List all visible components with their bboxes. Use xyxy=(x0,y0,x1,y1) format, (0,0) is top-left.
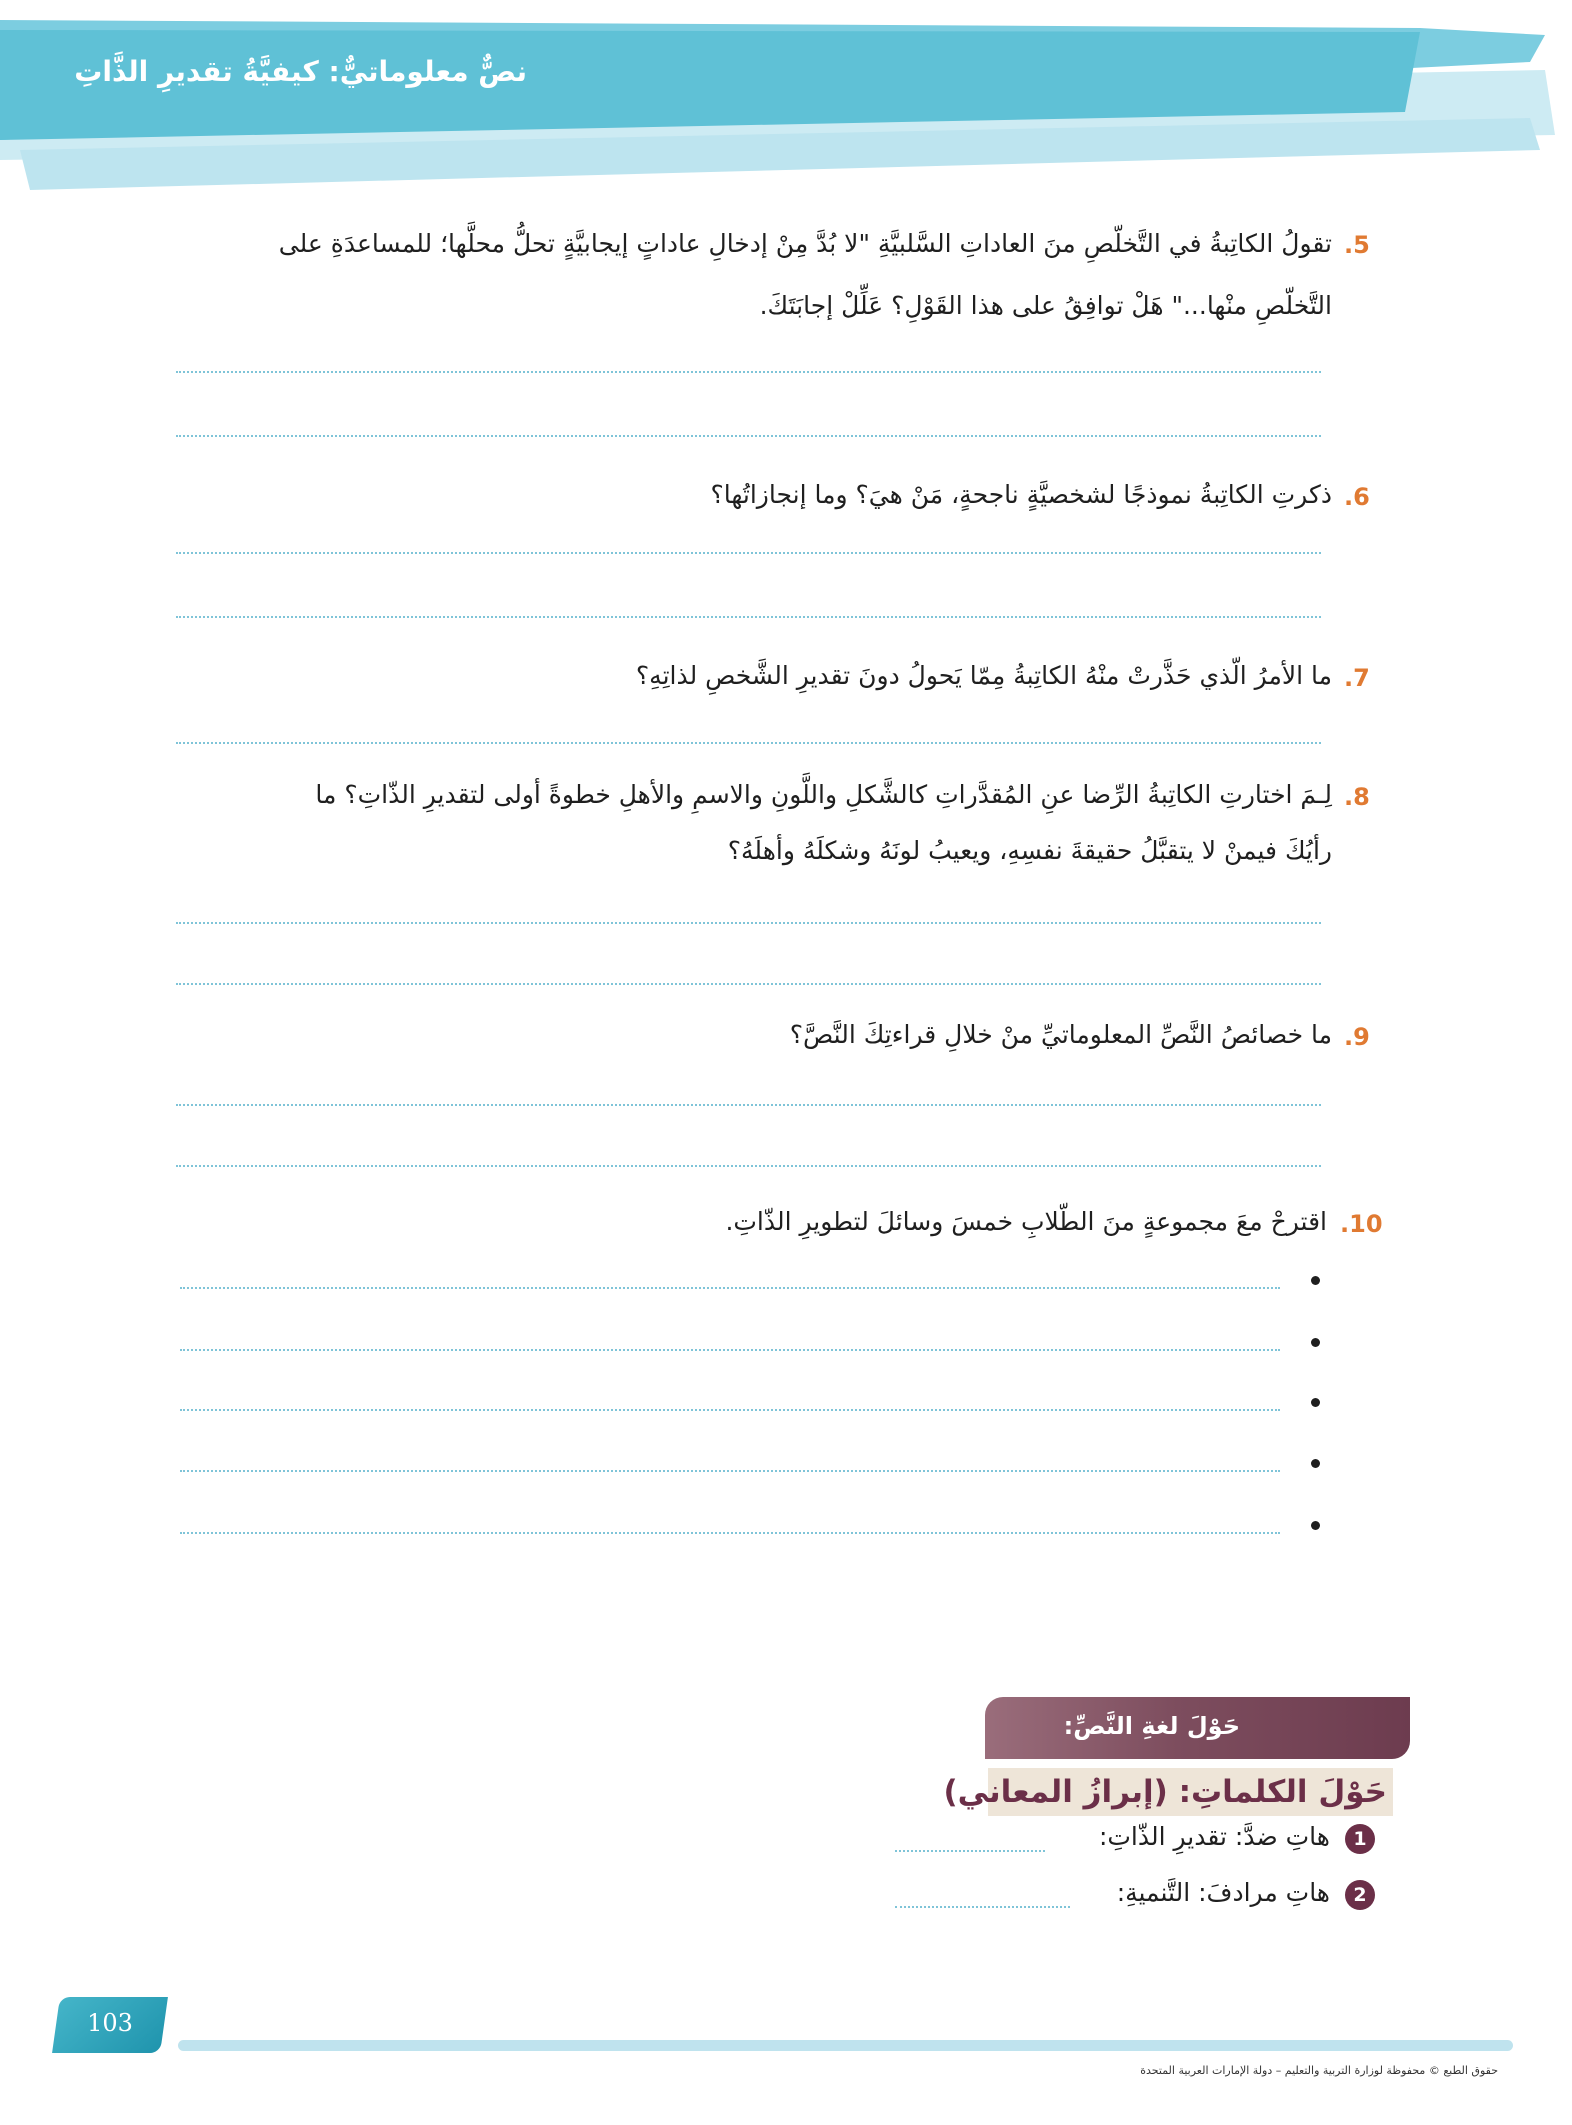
answer-line[interactable] xyxy=(176,742,1321,744)
answer-line[interactable] xyxy=(176,435,1321,437)
question-7-text: ما الأمرُ الّذي حَذَّرتْ منْهُ الكاتِبةُ مِمّا يَحولُ دونَ تقديرِ الشَّخصِ لذاتِهِ؟ xyxy=(635,661,1332,690)
exercise-number-2: 2 xyxy=(1345,1880,1375,1910)
answer-line[interactable] xyxy=(176,371,1321,373)
answer-line[interactable] xyxy=(176,1104,1321,1106)
exercise-2-text: هاتِ مرادفَ: التَّنميةِ: xyxy=(1116,1878,1330,1907)
exercise-1-text: هاتِ ضدَّ: تقديرِ الذّاتِ: xyxy=(1098,1822,1330,1851)
question-8-line-2: رأيُكَ فيمنْ لا يتقبَّلُ حقيقةَ نفسِهِ، ويعيبُ لونَهُ وشكلَهُ وأهلَهُ؟ xyxy=(727,836,1332,865)
bullet-point xyxy=(1311,1459,1320,1468)
bullet-point xyxy=(1311,1338,1320,1347)
question-10-text: اقترحْ معَ مجموعةٍ منَ الطّلابِ خمسَ وسائلَ لتطويرِ الذّاتِ. xyxy=(725,1207,1327,1236)
answer-line[interactable] xyxy=(180,1470,1280,1472)
answer-line[interactable] xyxy=(180,1287,1280,1289)
question-number-8: .8 xyxy=(1344,783,1370,811)
language-section-label: حَوْلَ لغةِ النَّصِّ: xyxy=(1063,1712,1240,1740)
copyright-notice: حقوق الطبع © محفوظة لوزارة التربية والتعليم – دولة الإمارات العربية المتحدة xyxy=(1140,2064,1498,2077)
header-banner-graphic xyxy=(0,0,1572,190)
question-number-6: .6 xyxy=(1344,483,1370,511)
answer-line[interactable] xyxy=(180,1532,1280,1534)
question-number-7: .7 xyxy=(1344,664,1370,692)
answer-line[interactable] xyxy=(180,1409,1280,1411)
bullet-point xyxy=(1311,1398,1320,1407)
question-9-text: ما خصائصُ النَّصِّ المعلوماتيِّ منْ خلالِ قراءتِكَ النَّصَّ؟ xyxy=(789,1020,1332,1049)
exercise-2-answer-line[interactable] xyxy=(895,1906,1070,1908)
bullet-point xyxy=(1311,1276,1320,1285)
exercise-number-1: 1 xyxy=(1345,1824,1375,1854)
exercise-1-answer-line[interactable] xyxy=(895,1850,1045,1852)
answer-line[interactable] xyxy=(176,983,1321,985)
page-title: نصٌّ معلوماتيٌّ: كيفيَّةُ تقديرِ الذَّاتِ xyxy=(74,55,527,88)
question-5-line-2: التَّخلّصِ منْها..." هَلْ توافِقُ على هذا القَوْلِ؟ عَلِّلْ إجابَتَكَ. xyxy=(759,291,1332,320)
question-number-10: .10 xyxy=(1340,1210,1383,1238)
answer-line[interactable] xyxy=(176,616,1321,618)
answer-line[interactable] xyxy=(180,1349,1280,1351)
answer-line[interactable] xyxy=(176,552,1321,554)
question-6-text: ذكرتِ الكاتِبةُ نموذجًا لشخصيَّةٍ ناجحةٍ، مَنْ هيَ؟ وما إنجازاتُها؟ xyxy=(710,480,1332,509)
question-number-9: .9 xyxy=(1344,1023,1370,1051)
question-8-line-1: لِـمَ اختارتِ الكاتِبةُ الرِّضا عنِ المُقدَّراتِ كالشَّكلِ واللَّونِ والاسمِ والأهلِ خطوةً أولى لتقديرِ الذّاتِ؟ ما xyxy=(315,780,1332,809)
page-number: 103 xyxy=(87,2009,133,2037)
question-5-line-1: تقولُ الكاتِبةُ في التَّخلّصِ منَ العاداتِ السَّلبيَّةِ "لا بُدَّ مِنْ إدخالِ عاداتٍ إيجابيَّةٍ تحلُّ محلَّها؛ للمساعدَةِ على xyxy=(278,229,1332,258)
words-section-heading: حَوْلَ الكلماتِ: (إبرازُ المعاني) xyxy=(988,1768,1393,1816)
answer-line[interactable] xyxy=(176,1165,1321,1167)
language-section-tab xyxy=(985,1697,1410,1759)
footer-bar xyxy=(178,2040,1513,2051)
page-header xyxy=(0,0,1572,190)
bullet-point xyxy=(1311,1521,1320,1530)
answer-line[interactable] xyxy=(176,922,1321,924)
question-number-5: .5 xyxy=(1344,231,1370,259)
